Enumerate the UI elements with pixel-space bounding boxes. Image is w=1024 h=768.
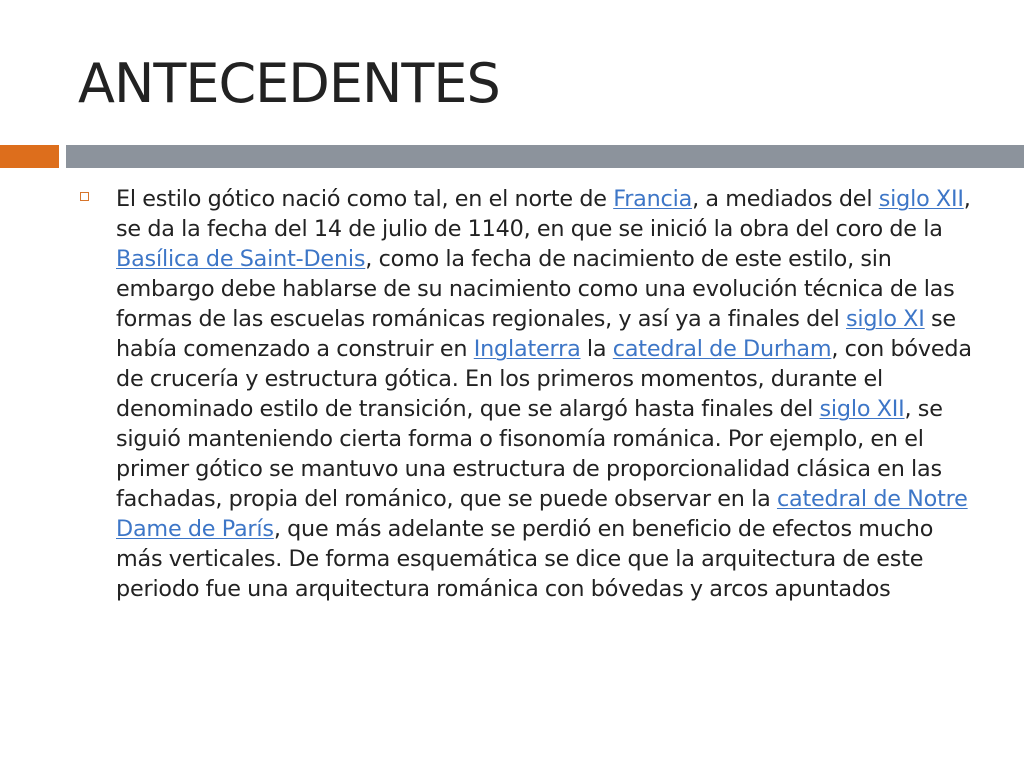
link-siglo-xii[interactable]: siglo XII — [878, 186, 964, 212]
link-francia[interactable]: Francia — [613, 186, 693, 212]
paragraph-text: se había comenzado a construir en — [116, 306, 956, 362]
title-rule-bar — [66, 145, 1024, 168]
slide-title: ANTECEDENTES — [78, 52, 500, 115]
link-catedral-durham[interactable]: catedral de Durham — [612, 336, 832, 362]
body-paragraph — [116, 184, 974, 604]
link-inglaterra[interactable]: Inglaterra — [473, 336, 581, 362]
accent-bar — [0, 145, 59, 168]
paragraph-text: , como la fecha de nacimiento de este estilo, sin embargo debe hablarse de su nacimiento como una evolución técnica de las formas de las escuelas románicas regionales, y así ya a finales del — [116, 246, 955, 332]
paragraph-text: , a mediados del — [692, 186, 879, 212]
link-siglo-xi[interactable]: siglo XI — [845, 306, 925, 332]
link-siglo-xii-2[interactable]: siglo XII — [819, 396, 905, 422]
paragraph-text: , con bóveda de crucería y estructura gótica. En los primeros momentos, durante el denominado estilo de transición, que se alargó hasta finales del — [116, 336, 972, 422]
paragraph-text: El estilo gótico nació como tal, en el norte de — [116, 186, 614, 212]
link-notre-dame-paris[interactable]: catedral de Notre Dame de París — [116, 486, 968, 542]
paragraph-text: , se da la fecha del 14 de julio de 1140, en que se inició la obra del coro de la — [116, 186, 971, 242]
link-basilica-saint-denis[interactable]: Basílica de Saint-Denis — [116, 246, 366, 272]
paragraph-text: , que más adelante se perdió en beneficio de efectos mucho más verticales. De forma esquemática se dice que la arquitectura de este periodo fue una arquitectura románica con bóvedas y arcos apuntados — [116, 516, 934, 602]
paragraph-text: la — [580, 336, 613, 362]
paragraph-text: , se siguió manteniendo cierta forma o fisonomía románica. Por ejemplo, en el primer gótico se mantuvo una estructura de proporcionalidad clásica en las fachadas, propia del románico, que se puede observar en la — [116, 396, 943, 512]
square-bullet-icon — [80, 192, 89, 201]
